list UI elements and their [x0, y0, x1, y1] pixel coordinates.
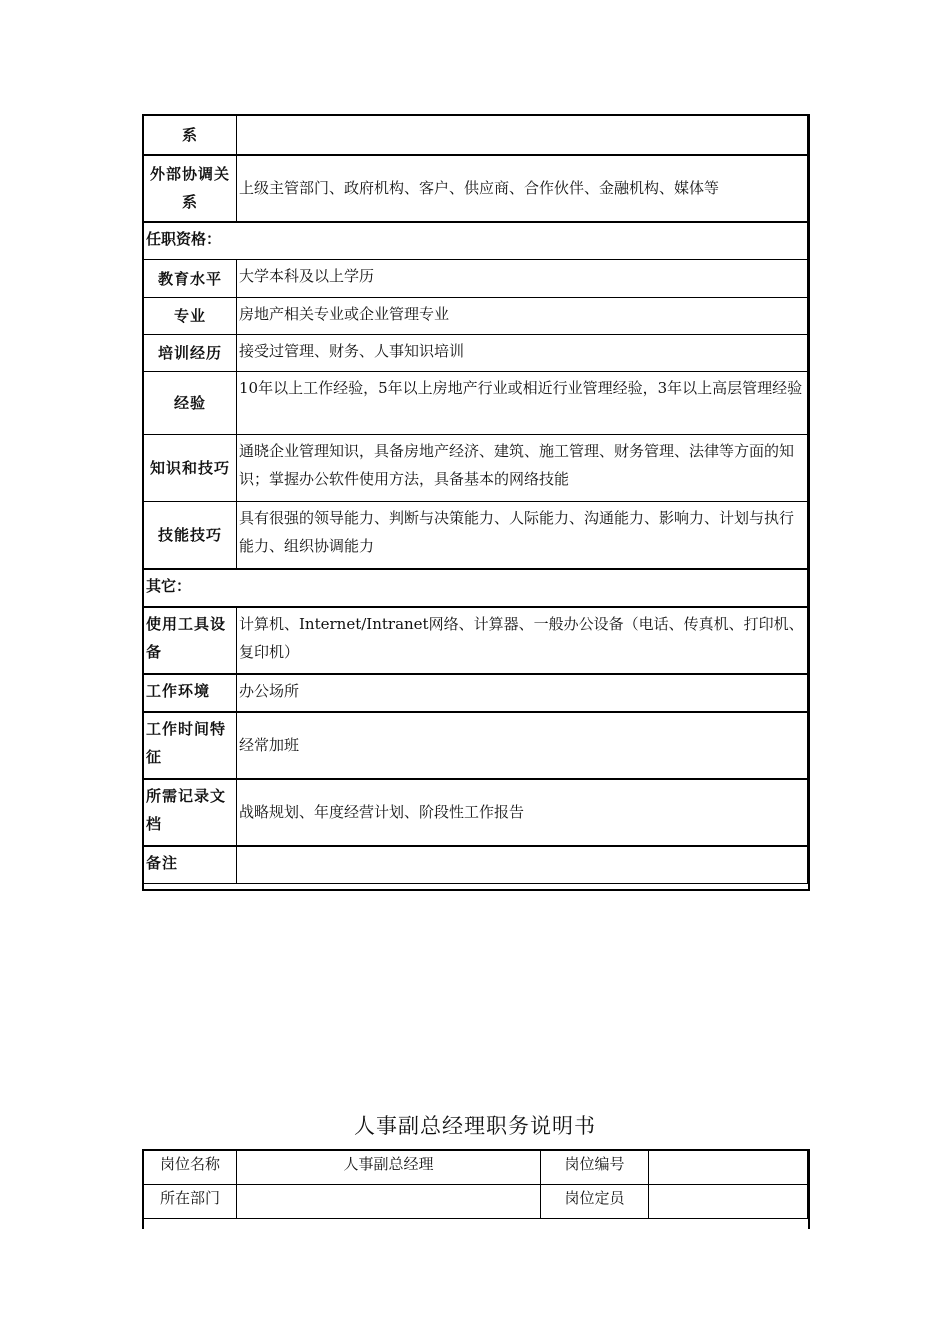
label-cell: 岗位名称 — [144, 1151, 237, 1185]
value-cell: 计算机、Internet/Intranet网络、计算器、一般办公设备（电话、传真机、打印机、复印机） — [237, 607, 808, 674]
label-cell: 专业 — [144, 298, 237, 335]
label-cell: 备注 — [144, 846, 237, 884]
label-cell: 教育水平 — [144, 260, 237, 298]
label-cell: 岗位定员 — [541, 1185, 649, 1219]
label-cell: 知识和技巧 — [144, 435, 237, 502]
label-cell: 工作时间特征 — [144, 712, 237, 779]
label-cell: 岗位编号 — [541, 1151, 649, 1185]
label-cell: 系 — [144, 116, 237, 155]
value-cell — [237, 846, 808, 884]
label-cell: 经验 — [144, 372, 237, 435]
label-cell: 所在部门 — [144, 1185, 237, 1219]
value-cell — [237, 1185, 541, 1219]
value-cell — [649, 1151, 808, 1185]
value-cell: 人事副总经理 — [237, 1151, 541, 1185]
value-cell: 战略规划、年度经营计划、阶段性工作报告 — [237, 779, 808, 846]
label-cell: 所需记录文档 — [144, 779, 237, 846]
value-cell: 10年以上工作经验，5年以上房地产行业或相近行业管理经验，3年以上高层管理经验 — [237, 372, 808, 435]
value-cell: 房地产相关专业或企业管理专业 — [237, 298, 808, 335]
section-header-other: 其它： — [144, 569, 808, 607]
value-cell — [237, 116, 808, 155]
label-cell: 技能技巧 — [144, 502, 237, 569]
value-cell: 大学本科及以上学历 — [237, 260, 808, 298]
value-cell — [649, 1185, 808, 1219]
job-requirements-table — [143, 115, 808, 884]
value-cell: 办公场所 — [237, 674, 808, 712]
value-cell: 具有很强的领导能力、判断与决策能力、人际能力、沟通能力、影响力、计划与执行能力、组织协调能力 — [237, 502, 808, 569]
position-info-table — [143, 1150, 808, 1219]
label-cell: 使用工具设备 — [144, 607, 237, 674]
value-cell: 通晓企业管理知识，具备房地产经济、建筑、施工管理、财务管理、法律等方面的知识；掌握办公软件使用方法，具备基本的网络技能 — [237, 435, 808, 502]
value-cell: 经常加班 — [237, 712, 808, 779]
page-title: 人事副总经理职务说明书 — [354, 1114, 596, 1138]
value-cell: 上级主管部门、政府机构、客户、供应商、合作伙伴、金融机构、媒体等 — [237, 155, 808, 222]
label-cell: 培训经历 — [144, 335, 237, 372]
section-header-qualifications: 任职资格： — [144, 222, 808, 260]
label-cell: 工作环境 — [144, 674, 237, 712]
label-cell: 外部协调关系 — [144, 155, 237, 222]
value-cell: 接受过管理、财务、人事知识培训 — [237, 335, 808, 372]
